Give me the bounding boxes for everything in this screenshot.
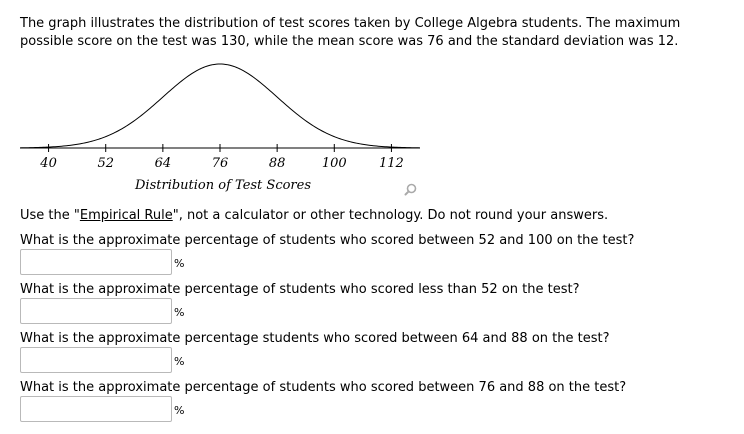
answer-input-3[interactable] [20,347,172,373]
problem-intro: The graph illustrates the distribution of test scores taken by College Algebra students. The maximum possible score on the test was 130, while the mean score was 76 and the standard deviation was 12. [20,16,681,49]
x-tick-label: 88 [268,156,286,171]
normal-distribution-chart [0,0,744,180]
question-3: What is the approximate percentage students who scored between 64 and 88 on the test? [20,331,610,346]
magnifier-icon[interactable] [403,182,419,198]
x-tick-label: 76 [211,156,229,171]
percent-unit-2: % [174,306,185,319]
x-axis-tick-labels [39,156,404,171]
percent-unit-3: % [174,355,185,368]
question-4: What is the approximate percentage of students who scored between 76 and 88 on the test? [20,380,627,395]
x-tick-label: 64 [154,156,172,171]
answer-input-2[interactable] [20,298,172,324]
x-tick-label: 112 [379,156,404,171]
question-2: What is the approximate percentage of students who scored less than 52 on the test? [20,282,580,297]
x-tick-label: 40 [40,156,57,171]
instructions [20,207,608,224]
instructions-before: Use the " [20,208,80,223]
percent-unit-1: % [174,257,185,270]
question-1: What is the approximate percentage of students who scored between 52 and 100 on the test? [20,233,635,248]
percent-unit-4: % [174,404,185,417]
empirical-rule-link[interactable]: Empirical Rule [79,208,173,223]
x-tick-label: 52 [97,156,114,171]
answer-input-4[interactable] [20,396,172,422]
normal-curve [20,64,420,148]
instructions-after: ", not a calculator or other technology. Do not round your answers. [172,208,609,223]
x-axis-title: Distribution of Test Scores [135,178,312,193]
answer-input-1[interactable] [20,249,172,275]
x-tick-label: 100 [321,156,347,171]
